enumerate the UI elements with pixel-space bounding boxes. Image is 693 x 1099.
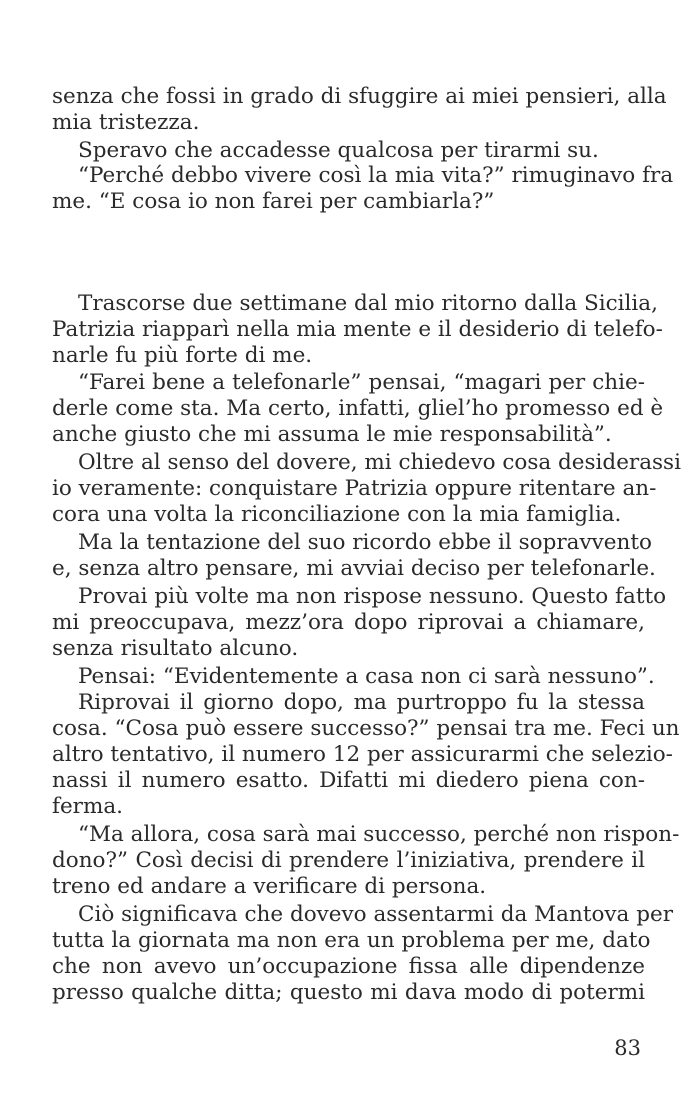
text-line: senza risultato alcuno.: [52, 636, 299, 661]
text-line: e, senza altro pensare, mi avviai deciso per telefonarle.: [52, 556, 656, 581]
text-line: Provai più volte ma non rispose nessuno. Questo fatto: [78, 584, 667, 609]
text-line: mi preoccupava, mezz’ora dopo riprovai a chiamare,: [52, 610, 645, 635]
text-line: “Farei bene a telefonarle” pensai, “magari per chie-: [78, 370, 645, 395]
text-line: narle fu più forte di me.: [52, 343, 313, 368]
text-line: ferma.: [52, 794, 123, 819]
text-line: Oltre al senso del dovere, mi chiedevo cosa desiderassi: [78, 450, 681, 475]
text-line: senza che fossi in grado di sfuggire ai miei pensieri, alla: [52, 84, 667, 109]
text-line: anche giusto che mi assuma le mie responsabilità”.: [52, 422, 612, 447]
text-line: me. “E cosa io non farei per cambiarla?”: [52, 189, 495, 214]
text-line: cora una volta la riconciliazione con la mia famiglia.: [52, 502, 622, 527]
text-line: Trascorse due settimane dal mio ritorno dalla Sicilia,: [78, 291, 658, 316]
text-line: treno ed andare a verificare di persona.: [52, 874, 487, 899]
text-line: cosa. “Cosa può essere successo?” pensai tra me. Feci un: [52, 716, 680, 741]
text-line: Riprovai il giorno dopo, ma purtroppo fu la stessa: [78, 690, 645, 715]
text-line: Patrizia riapparì nella mia mente e il desiderio di telefo-: [52, 317, 663, 342]
text-line: dono?” Così decisi di prendere l’iniziativa, prendere il: [52, 848, 645, 873]
text-line: nassi il numero esatto. Difatti mi diedero piena con-: [52, 768, 645, 793]
text-line: io veramente: conquistare Patrizia oppure ritentare an-: [52, 476, 657, 501]
text-line: “Perché debbo vivere così la mia vita?” rimuginavo fra: [78, 163, 674, 188]
text-line: Ma la tentazione del suo ricordo ebbe il sopravvento: [78, 530, 652, 555]
text-line: altro tentativo, il numero 12 per assicurarmi che selezio-: [52, 742, 673, 767]
text-line: derle come sta. Ma certo, infatti, gliel’ho promesso ed è: [52, 396, 664, 421]
text-line: presso qualche ditta; questo mi dava modo di potermi: [52, 980, 645, 1005]
text-line: che non avevo un’occupazione fissa alle dipendenze: [52, 954, 645, 979]
text-line: tutta la giornata ma non era un problema per me, dato: [52, 928, 651, 953]
text-line: Ciò significava che dovevo assentarmi da Mantova per: [78, 902, 673, 927]
text-line: Pensai: “Evidentemente a casa non ci sarà nessuno”.: [78, 664, 655, 689]
text-line: “Ma allora, cosa sarà mai successo, perché non rispon-: [78, 822, 680, 847]
text-line: Speravo che accadesse qualcosa per tirarmi su.: [78, 138, 599, 163]
text-line: mia tristezza.: [52, 110, 200, 135]
page-number: 83: [614, 1036, 641, 1060]
